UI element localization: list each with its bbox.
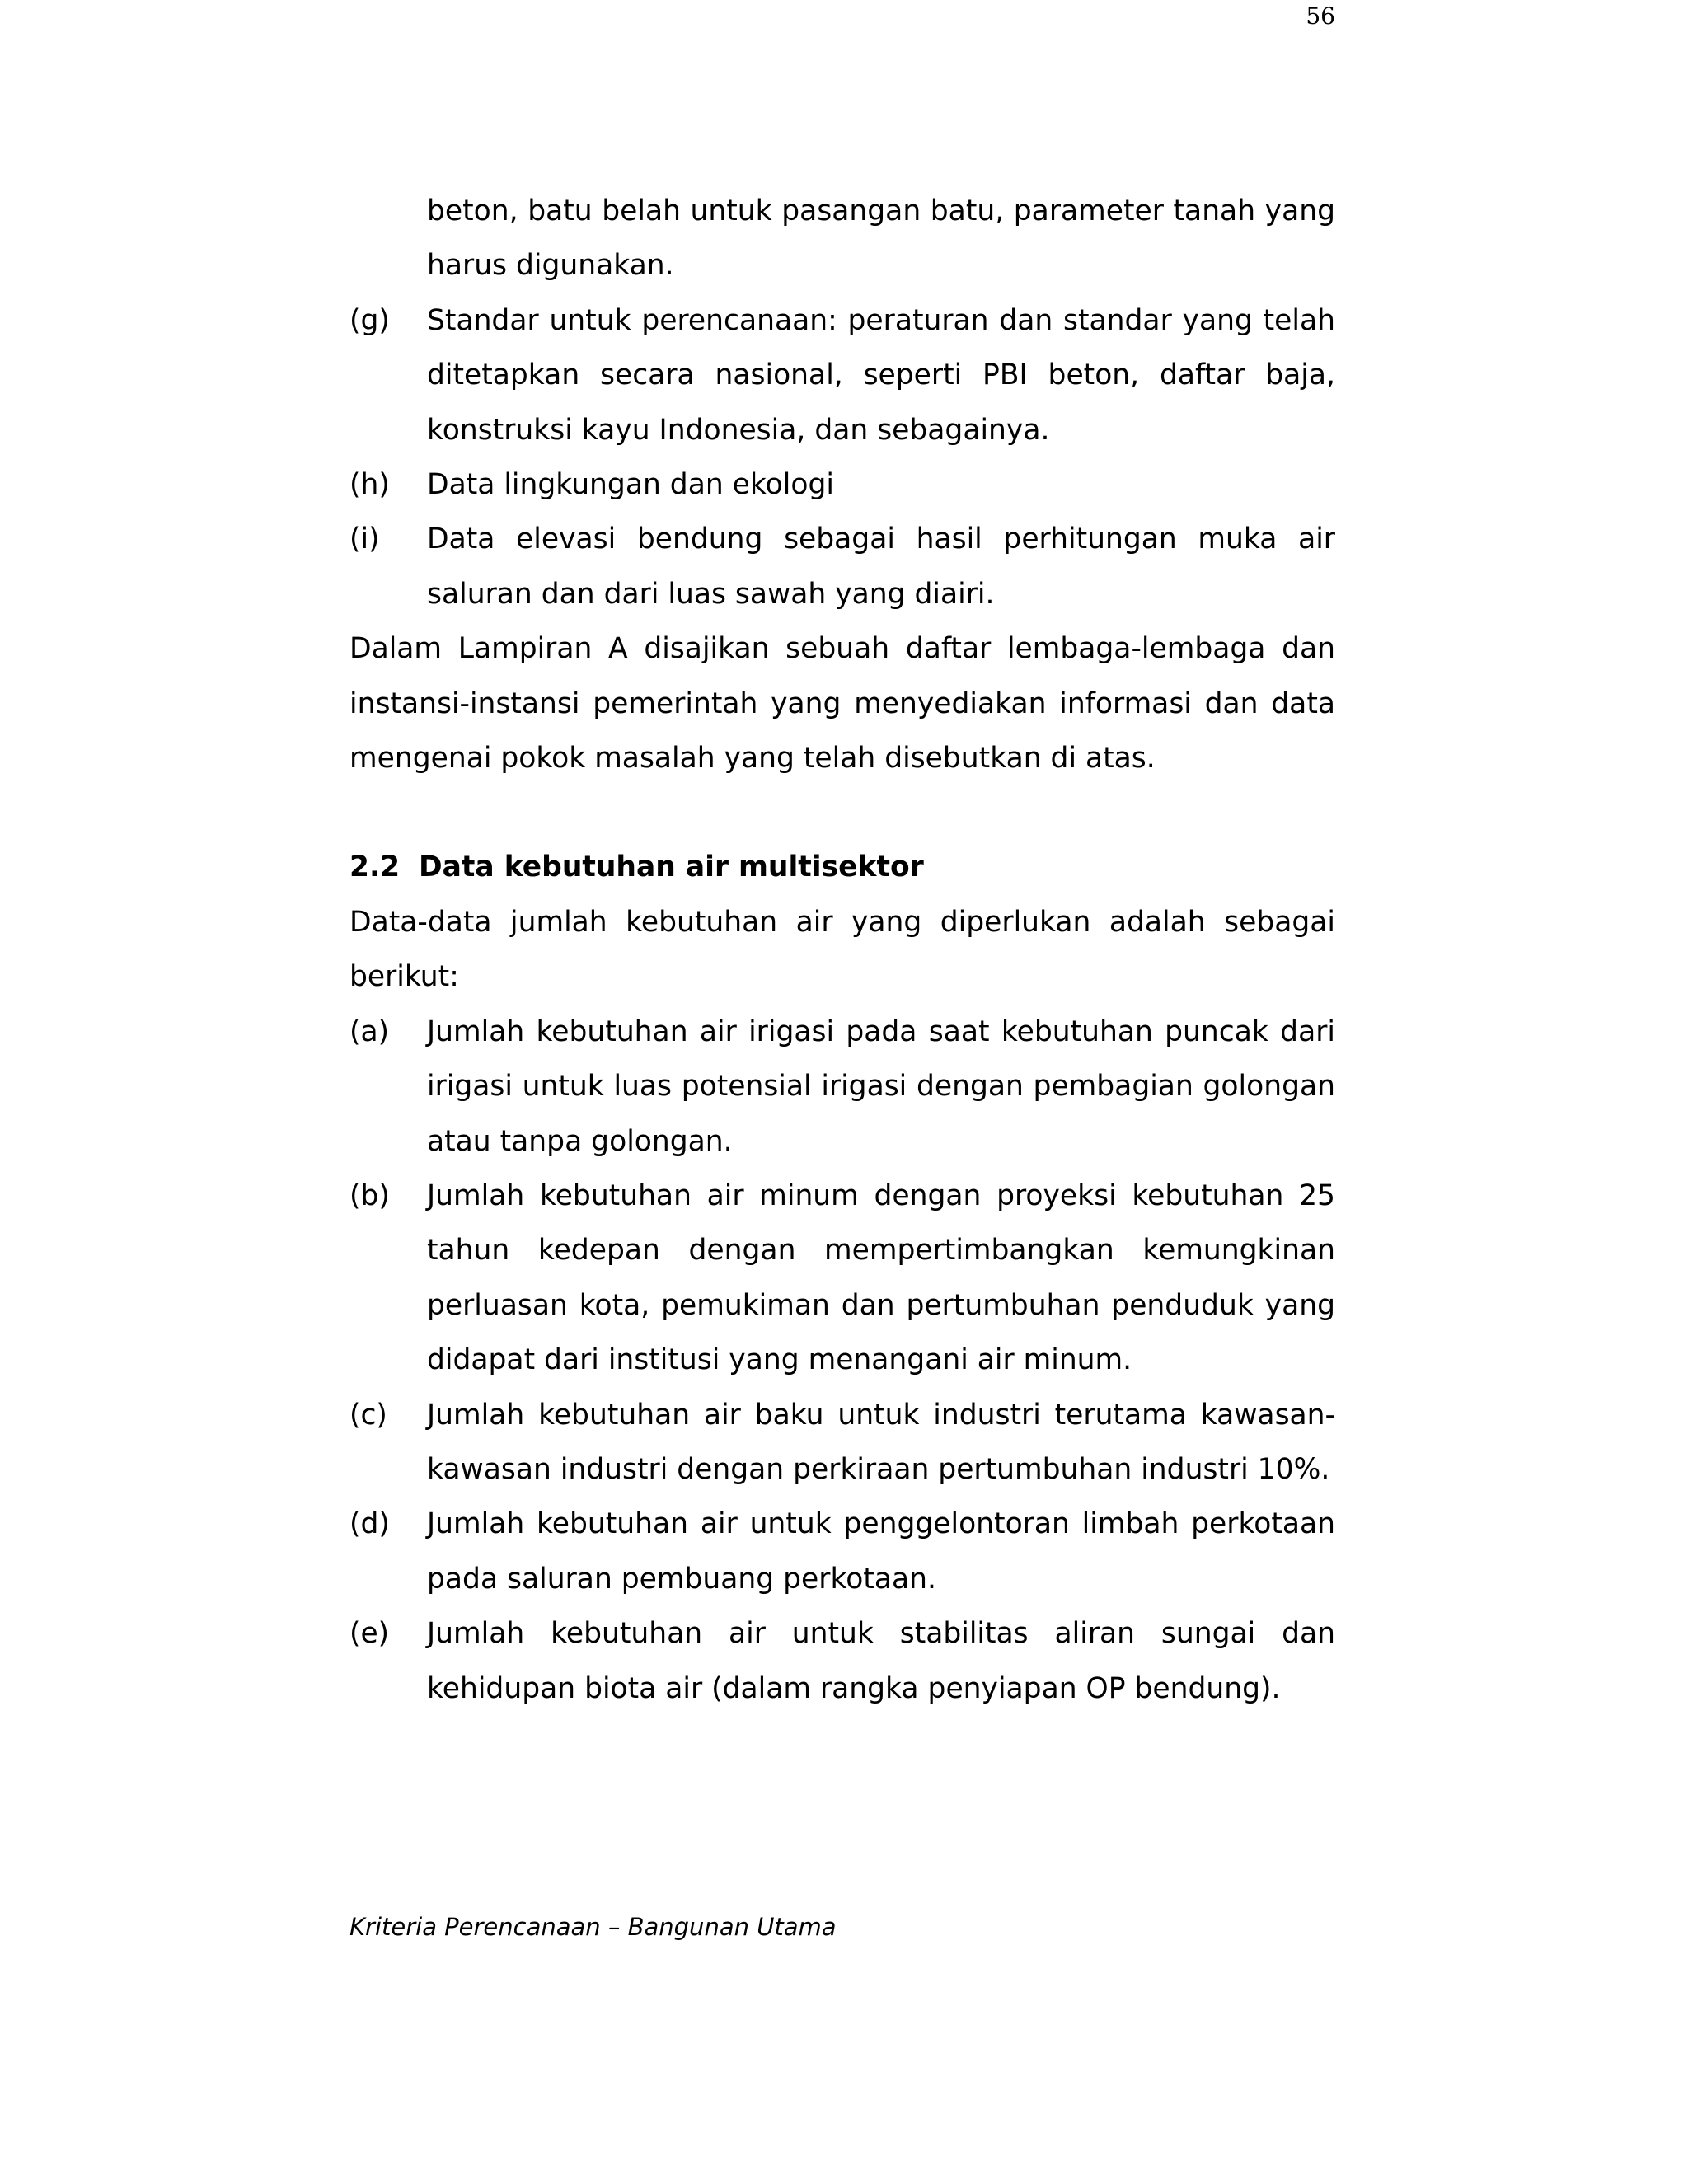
list-item-d	[349, 1497, 1335, 1606]
list-marker: (d)	[349, 1507, 390, 1541]
continued-list-item-text: beton, batu belah untuk pasangan batu, parameter tanah yang harus digunakan.	[427, 194, 1335, 283]
section-intro: Data-data jumlah kebutuhan air yang diperlukan adalah sebagai berikut:	[349, 905, 1335, 994]
list-marker: (i)	[349, 523, 380, 556]
section-number: 2.2	[349, 851, 401, 884]
list-item-text: Jumlah kebutuhan air untuk stabilitas aliran sungai dan kehidupan biota air (dalam rangka penyiapan OP bendung).	[427, 1617, 1335, 1705]
list-marker: (e)	[349, 1617, 390, 1651]
list-item-text: Data elevasi bendung sebagai hasil perhitungan muka air saluran dan dari luas sawah yang diairi.	[427, 523, 1335, 611]
list-item-text: Jumlah kebutuhan air untuk penggelontoran limbah perkotaan pada saluran pembuang perkotaan.	[427, 1507, 1335, 1596]
body-paragraph: Dalam Lampiran A disajikan sebuah daftar lembaga-lembaga dan instansi-instansi pemerintah yang menyediakan informasi dan data mengenai pokok masalah yang telah disebutkan di atas.	[349, 632, 1335, 776]
section-title: Data kebutuhan air multisektor	[419, 851, 924, 884]
list-item-text: Jumlah kebutuhan air baku untuk industri terutama kawasan-kawasan industri dengan perkiraan pertumbuhan industri 10%.	[427, 1398, 1335, 1486]
page-number: 56	[1306, 2, 1335, 30]
list-marker: (b)	[349, 1179, 390, 1212]
list-item-text: Jumlah kebutuhan air minum dengan proyeksi kebutuhan 25 tahun kedepan dengan mempertimbangkan kemungkinan perluasan kota, pemukiman dan pertumbuhan penduduk yang didapat dari institusi yang menangani air minum.	[427, 1179, 1335, 1377]
list-marker: (c)	[349, 1398, 387, 1432]
section-heading	[349, 840, 1335, 894]
list-item-text: Jumlah kebutuhan air irigasi pada saat kebutuhan puncak dari irigasi untuk luas potensial irigasi dengan pembagian golongan atau tanpa golongan.	[427, 1015, 1335, 1158]
list-item-i	[349, 512, 1335, 621]
list-item-g	[349, 293, 1335, 457]
list-marker: (h)	[349, 468, 390, 502]
list-item-b	[349, 1169, 1335, 1388]
list-marker: (a)	[349, 1015, 390, 1048]
page-footer: Kriteria Perencanaan – Bangunan Utama	[349, 1913, 837, 1941]
list-item-e	[349, 1606, 1335, 1716]
list-item-text: Data lingkungan dan ekologi	[427, 468, 834, 502]
list-item-text: Standar untuk perencanaan: peraturan dan standar yang telah ditetapkan secara nasional, seperti PBI beton, daftar baja, konstruksi kayu Indonesia, dan sebagainya.	[427, 303, 1335, 447]
list-item-h	[349, 457, 1335, 512]
page-body	[349, 184, 1335, 1716]
list-marker: (g)	[349, 303, 390, 337]
list-item-a	[349, 1005, 1335, 1169]
list-item-c	[349, 1388, 1335, 1497]
